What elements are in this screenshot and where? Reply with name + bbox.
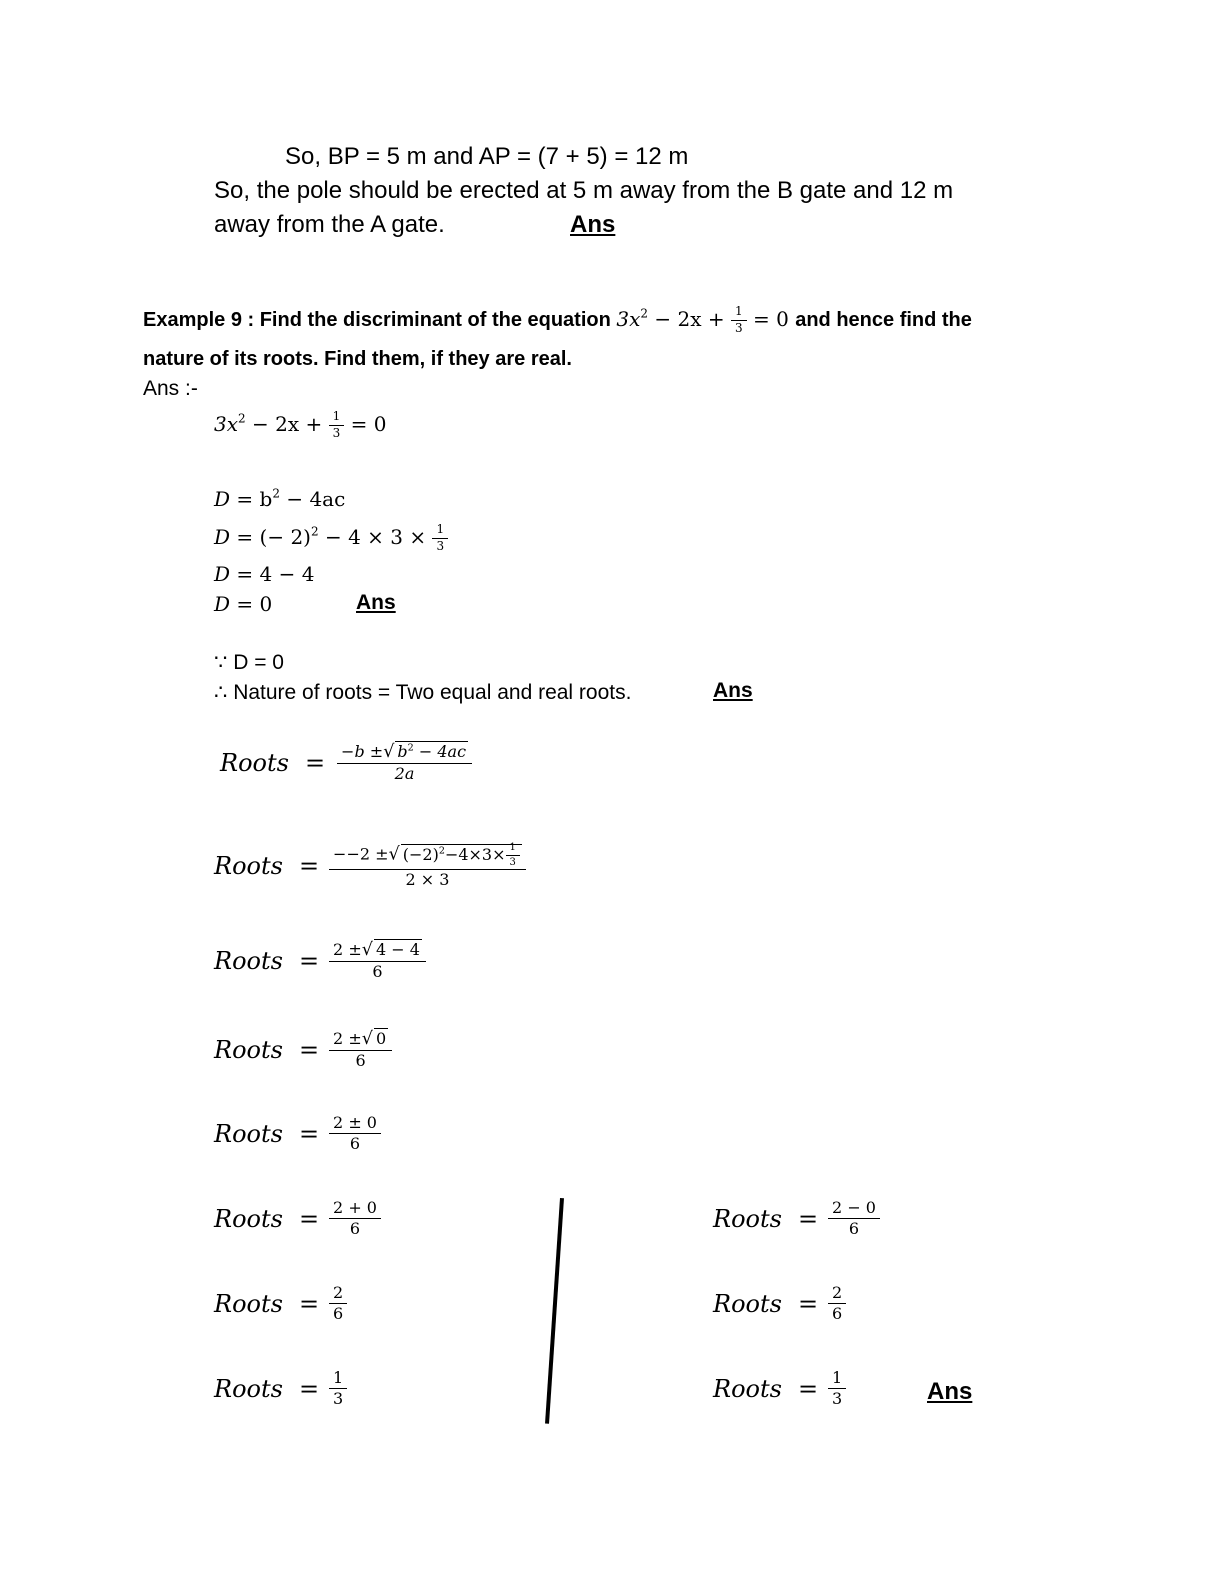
example-heading-prefix: Example 9 : Find the discriminant of the equation bbox=[143, 308, 611, 331]
example-equation: $3x^2 - 2x$ + $\frac{1}{3}$ = 0 bbox=[616, 304, 789, 335]
left-branch-step-3: Roots = $\frac{1}{3}$ bbox=[214, 1369, 347, 1409]
final-ans: Ans bbox=[927, 1378, 973, 1405]
prev-solution-line-2: So, the pole should be erected at 5 m away from the B gate and 12 m bbox=[214, 177, 954, 204]
left-branch-step-1: Roots = $\frac{2 + 0}{6}$ bbox=[214, 1199, 381, 1239]
prev-solution-ans: Ans bbox=[570, 211, 616, 238]
nature-ans: Ans bbox=[713, 679, 753, 702]
roots-step-4: Roots = $\frac{2 \pm√ 0}{6}$ bbox=[214, 1029, 392, 1071]
example-heading-suffix: and hence find the bbox=[795, 308, 972, 331]
right-branch-step-3: Roots = $\frac{1}{3}$ bbox=[713, 1369, 846, 1409]
right-branch-step-1: Roots = $\frac{2 - 0}{6}$ bbox=[713, 1199, 880, 1239]
roots-formula: Roots = $\frac{-b \pm√ b^2 - 4ac}{2a}$ bbox=[220, 742, 472, 784]
discriminant-substitution: D = (− 2)$^2$ − 4 × 3 × $\frac{1}{3}$ bbox=[214, 523, 448, 554]
example-heading-line-2: nature of its roots. Find them, if they are real. bbox=[143, 348, 572, 370]
given-equation: $3x^2 - 2x$ + $\frac{1}{3}$ = 0 bbox=[214, 409, 387, 440]
prev-solution-line-1: So, BP = 5 m and AP = (7 + 5) = 12 m bbox=[285, 143, 689, 170]
branch-divider-line bbox=[545, 1198, 564, 1424]
therefore-statement: ∴ Nature of roots = Two equal and real roots. bbox=[214, 681, 632, 704]
discriminant-ans: Ans bbox=[356, 591, 396, 614]
since-statement: ∵ D = 0 bbox=[214, 651, 284, 674]
discriminant-simplified: D = 4 − 4 bbox=[214, 562, 315, 586]
ans-intro: Ans :- bbox=[143, 377, 198, 400]
prev-solution-line-3: away from the A gate. bbox=[214, 211, 445, 238]
roots-step-3: Roots = $\frac{2 \pm√ 4 - 4}{6}$ bbox=[214, 940, 426, 982]
right-branch-step-2: Roots = $\frac{2}{6}$ bbox=[713, 1284, 846, 1324]
example-heading bbox=[143, 305, 972, 336]
discriminant-result: D = 0 bbox=[214, 592, 273, 616]
discriminant-formula: $D = b^2 - 4ac$ bbox=[214, 486, 346, 511]
roots-step-5: Roots = $\frac{2 \pm 0}{6}$ bbox=[214, 1114, 381, 1154]
roots-substituted: Roots = −−2 ±√ $(-2)^2-4\times 3\times$ $\frac{1}{3}$ 2 × 3 bbox=[214, 842, 526, 889]
left-branch-step-2: Roots = $\frac{2}{6}$ bbox=[214, 1284, 347, 1324]
